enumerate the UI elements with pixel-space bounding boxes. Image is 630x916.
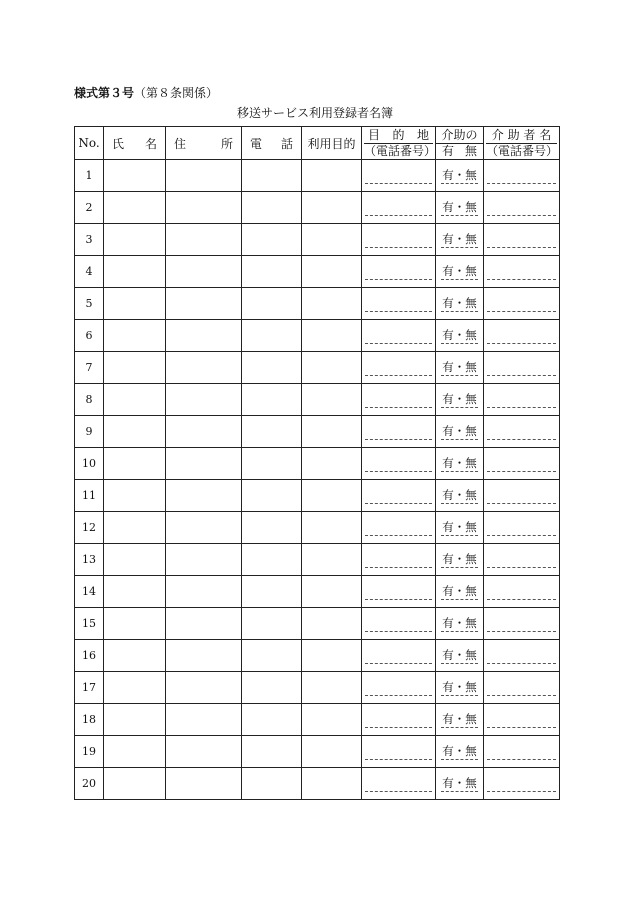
phone-cell[interactable] [242, 640, 302, 672]
dashed-divider [365, 168, 432, 184]
row-number: 15 [75, 608, 104, 640]
helper-cell[interactable] [484, 320, 560, 352]
name-cell[interactable] [104, 384, 166, 416]
purpose-cell[interactable] [302, 576, 362, 608]
col-header-address: 住 所 [166, 127, 242, 160]
purpose-cell[interactable] [302, 544, 362, 576]
table-row [75, 448, 560, 480]
helper-cell[interactable] [484, 384, 560, 416]
address-cell[interactable] [166, 704, 242, 736]
table-row [75, 576, 560, 608]
row-number: 9 [75, 416, 104, 448]
helper-cell[interactable] [484, 576, 560, 608]
phone-cell[interactable] [242, 288, 302, 320]
care-choice-cell[interactable]: 有・無 [436, 480, 484, 512]
care-choice-cell[interactable]: 有・無 [436, 512, 484, 544]
phone-cell[interactable] [242, 160, 302, 192]
destination-cell[interactable] [362, 224, 436, 256]
destination-cell[interactable] [362, 640, 436, 672]
name-cell[interactable] [104, 416, 166, 448]
row-number: 1 [75, 160, 104, 192]
dashed-divider [487, 168, 556, 184]
row-number: 12 [75, 512, 104, 544]
address-cell[interactable] [166, 768, 242, 800]
table-row [75, 640, 560, 672]
destination-cell[interactable] [362, 288, 436, 320]
dashed-divider [487, 200, 556, 216]
destination-cell[interactable] [362, 704, 436, 736]
dashed-divider [487, 424, 556, 440]
phone-cell[interactable] [242, 608, 302, 640]
helper-cell[interactable] [484, 160, 560, 192]
purpose-cell[interactable] [302, 736, 362, 768]
table-row [75, 160, 560, 192]
dashed-divider [487, 680, 556, 696]
row-number: 19 [75, 736, 104, 768]
col-header-care: 介助の 有 無 [436, 127, 484, 160]
table-row [75, 544, 560, 576]
destination-cell[interactable] [362, 736, 436, 768]
name-cell[interactable] [104, 544, 166, 576]
row-number: 8 [75, 384, 104, 416]
col-header-phone: 電 話 [242, 127, 302, 160]
row-number: 14 [75, 576, 104, 608]
purpose-cell[interactable] [302, 224, 362, 256]
name-cell[interactable] [104, 768, 166, 800]
purpose-cell[interactable] [302, 256, 362, 288]
row-number: 17 [75, 672, 104, 704]
dashed-divider [365, 616, 432, 632]
care-choice-cell[interactable]: 有・無 [436, 352, 484, 384]
address-cell[interactable] [166, 640, 242, 672]
row-number: 6 [75, 320, 104, 352]
destination-cell[interactable] [362, 480, 436, 512]
helper-cell[interactable] [484, 768, 560, 800]
care-choice-cell[interactable]: 有・無 [436, 416, 484, 448]
care-choice-cell[interactable]: 有・無 [436, 704, 484, 736]
address-cell[interactable] [166, 352, 242, 384]
destination-cell[interactable] [362, 256, 436, 288]
destination-cell[interactable] [362, 544, 436, 576]
purpose-cell[interactable] [302, 448, 362, 480]
table-row [75, 512, 560, 544]
address-cell[interactable] [166, 512, 242, 544]
address-cell[interactable] [166, 256, 242, 288]
care-choice-cell[interactable]: 有・無 [436, 672, 484, 704]
address-cell[interactable] [166, 576, 242, 608]
purpose-cell[interactable] [302, 480, 362, 512]
table-header-row [75, 127, 560, 160]
purpose-cell[interactable] [302, 512, 362, 544]
dashed-divider [365, 488, 432, 504]
name-cell[interactable] [104, 608, 166, 640]
helper-cell[interactable] [484, 640, 560, 672]
care-choice-cell[interactable]: 有・無 [436, 288, 484, 320]
phone-cell[interactable] [242, 544, 302, 576]
dashed-divider [365, 648, 432, 664]
phone-cell[interactable] [242, 448, 302, 480]
col-header-no: No. [75, 127, 104, 160]
dashed-divider [365, 296, 432, 312]
dashed-divider [487, 392, 556, 408]
col-header-name: 氏 名 [104, 127, 166, 160]
phone-cell[interactable] [242, 576, 302, 608]
care-choice-cell[interactable]: 有・無 [436, 160, 484, 192]
dashed-divider [365, 200, 432, 216]
destination-cell[interactable] [362, 320, 436, 352]
purpose-cell[interactable] [302, 160, 362, 192]
address-cell[interactable] [166, 320, 242, 352]
table-row [75, 672, 560, 704]
helper-cell[interactable] [484, 256, 560, 288]
name-cell[interactable] [104, 512, 166, 544]
table-row [75, 384, 560, 416]
row-number: 3 [75, 224, 104, 256]
destination-cell[interactable] [362, 512, 436, 544]
address-cell[interactable] [166, 192, 242, 224]
destination-cell[interactable] [362, 416, 436, 448]
dashed-divider [365, 520, 432, 536]
col-header-destination: 目 的 地 （電話番号） [362, 127, 436, 160]
address-cell[interactable] [166, 608, 242, 640]
address-cell[interactable] [166, 288, 242, 320]
phone-cell[interactable] [242, 192, 302, 224]
dashed-divider [365, 776, 432, 792]
care-choice-cell[interactable]: 有・無 [436, 384, 484, 416]
care-choice-cell[interactable]: 有・無 [436, 736, 484, 768]
dashed-divider [487, 584, 556, 600]
name-cell[interactable] [104, 704, 166, 736]
dashed-divider [365, 712, 432, 728]
row-number: 2 [75, 192, 104, 224]
helper-cell[interactable] [484, 224, 560, 256]
helper-cell[interactable] [484, 608, 560, 640]
address-cell[interactable] [166, 672, 242, 704]
dashed-divider [487, 488, 556, 504]
table-row [75, 736, 560, 768]
helper-cell[interactable] [484, 736, 560, 768]
name-cell[interactable] [104, 256, 166, 288]
care-choice-cell[interactable]: 有・無 [436, 608, 484, 640]
name-cell[interactable] [104, 224, 166, 256]
dashed-divider [487, 520, 556, 536]
address-cell[interactable] [166, 416, 242, 448]
care-choice-cell[interactable]: 有・無 [436, 192, 484, 224]
name-cell[interactable] [104, 192, 166, 224]
dashed-divider [487, 456, 556, 472]
care-choice-cell[interactable]: 有・無 [436, 256, 484, 288]
helper-cell[interactable] [484, 288, 560, 320]
dashed-divider [365, 328, 432, 344]
care-choice-cell[interactable]: 有・無 [436, 768, 484, 800]
dashed-divider [487, 360, 556, 376]
care-choice-cell[interactable]: 有・無 [436, 576, 484, 608]
row-number: 20 [75, 768, 104, 800]
row-number: 4 [75, 256, 104, 288]
dashed-divider [487, 776, 556, 792]
dashed-divider [365, 264, 432, 280]
phone-cell[interactable] [242, 512, 302, 544]
table-row [75, 192, 560, 224]
document-title: 移送サービス利用登録者名簿 [236, 106, 393, 120]
name-cell[interactable] [104, 448, 166, 480]
name-cell[interactable] [104, 160, 166, 192]
form-number-label [74, 84, 218, 101]
table-row [75, 768, 560, 800]
col-header-purpose: 利用目的 [302, 127, 362, 160]
name-cell[interactable] [104, 352, 166, 384]
purpose-cell[interactable] [302, 768, 362, 800]
dashed-divider [487, 328, 556, 344]
row-number: 18 [75, 704, 104, 736]
table-row [75, 288, 560, 320]
table-row [75, 480, 560, 512]
row-number: 13 [75, 544, 104, 576]
address-cell[interactable] [166, 736, 242, 768]
table-row [75, 416, 560, 448]
helper-cell[interactable] [484, 448, 560, 480]
phone-cell[interactable] [242, 480, 302, 512]
destination-cell[interactable] [362, 384, 436, 416]
purpose-cell[interactable] [302, 640, 362, 672]
dashed-divider [487, 552, 556, 568]
name-cell[interactable] [104, 736, 166, 768]
helper-cell[interactable] [484, 512, 560, 544]
destination-cell[interactable] [362, 576, 436, 608]
phone-cell[interactable] [242, 672, 302, 704]
care-choice-cell[interactable]: 有・無 [436, 544, 484, 576]
phone-cell[interactable] [242, 768, 302, 800]
purpose-cell[interactable] [302, 320, 362, 352]
helper-cell[interactable] [484, 672, 560, 704]
dashed-divider [487, 264, 556, 280]
phone-cell[interactable] [242, 704, 302, 736]
destination-cell[interactable] [362, 608, 436, 640]
destination-cell[interactable] [362, 672, 436, 704]
dashed-divider [365, 744, 432, 760]
helper-cell[interactable] [484, 416, 560, 448]
phone-cell[interactable] [242, 736, 302, 768]
purpose-cell[interactable] [302, 608, 362, 640]
purpose-cell[interactable] [302, 384, 362, 416]
care-choice-cell[interactable]: 有・無 [436, 320, 484, 352]
row-number: 16 [75, 640, 104, 672]
purpose-cell[interactable] [302, 192, 362, 224]
address-cell[interactable] [166, 384, 242, 416]
destination-cell[interactable] [362, 160, 436, 192]
purpose-cell[interactable] [302, 288, 362, 320]
phone-cell[interactable] [242, 416, 302, 448]
name-cell[interactable] [104, 576, 166, 608]
dashed-divider [487, 232, 556, 248]
phone-cell[interactable] [242, 256, 302, 288]
name-cell[interactable] [104, 288, 166, 320]
table-row [75, 320, 560, 352]
table-row [75, 704, 560, 736]
destination-cell[interactable] [362, 448, 436, 480]
purpose-cell[interactable] [302, 352, 362, 384]
care-choice-cell[interactable]: 有・無 [436, 640, 484, 672]
dashed-divider [487, 616, 556, 632]
address-cell[interactable] [166, 160, 242, 192]
dashed-divider [365, 360, 432, 376]
dashed-divider [487, 712, 556, 728]
helper-cell[interactable] [484, 480, 560, 512]
destination-cell[interactable] [362, 192, 436, 224]
dashed-divider [487, 648, 556, 664]
care-choice-cell[interactable]: 有・無 [436, 224, 484, 256]
table-row [75, 224, 560, 256]
table-row [75, 352, 560, 384]
dashed-divider [365, 456, 432, 472]
care-choice-cell[interactable]: 有・無 [436, 448, 484, 480]
phone-cell[interactable] [242, 320, 302, 352]
registrant-table [74, 126, 560, 800]
helper-cell[interactable] [484, 192, 560, 224]
table-row [75, 608, 560, 640]
phone-cell[interactable] [242, 352, 302, 384]
address-cell[interactable] [166, 480, 242, 512]
row-number: 11 [75, 480, 104, 512]
address-cell[interactable] [166, 448, 242, 480]
helper-cell[interactable] [484, 704, 560, 736]
dashed-divider [365, 552, 432, 568]
row-number: 10 [75, 448, 104, 480]
helper-cell[interactable] [484, 544, 560, 576]
name-cell[interactable] [104, 672, 166, 704]
table-row [75, 256, 560, 288]
form-relation: （第８条関係） [134, 86, 219, 100]
name-cell[interactable] [104, 320, 166, 352]
dashed-divider [487, 744, 556, 760]
row-number: 5 [75, 288, 104, 320]
form-number: 様式第３号 [74, 86, 135, 100]
address-cell[interactable] [166, 224, 242, 256]
purpose-cell[interactable] [302, 704, 362, 736]
name-cell[interactable] [104, 640, 166, 672]
name-cell[interactable] [104, 480, 166, 512]
row-number: 7 [75, 352, 104, 384]
dashed-divider [365, 424, 432, 440]
dashed-divider [365, 392, 432, 408]
dashed-divider [487, 296, 556, 312]
phone-cell[interactable] [242, 224, 302, 256]
destination-cell[interactable] [362, 352, 436, 384]
phone-cell[interactable] [242, 384, 302, 416]
col-header-helper: 介 助 者 名 （電話番号） [484, 127, 560, 160]
helper-cell[interactable] [484, 352, 560, 384]
dashed-divider [365, 232, 432, 248]
purpose-cell[interactable] [302, 416, 362, 448]
dashed-divider [365, 680, 432, 696]
purpose-cell[interactable] [302, 672, 362, 704]
address-cell[interactable] [166, 544, 242, 576]
dashed-divider [365, 584, 432, 600]
destination-cell[interactable] [362, 768, 436, 800]
